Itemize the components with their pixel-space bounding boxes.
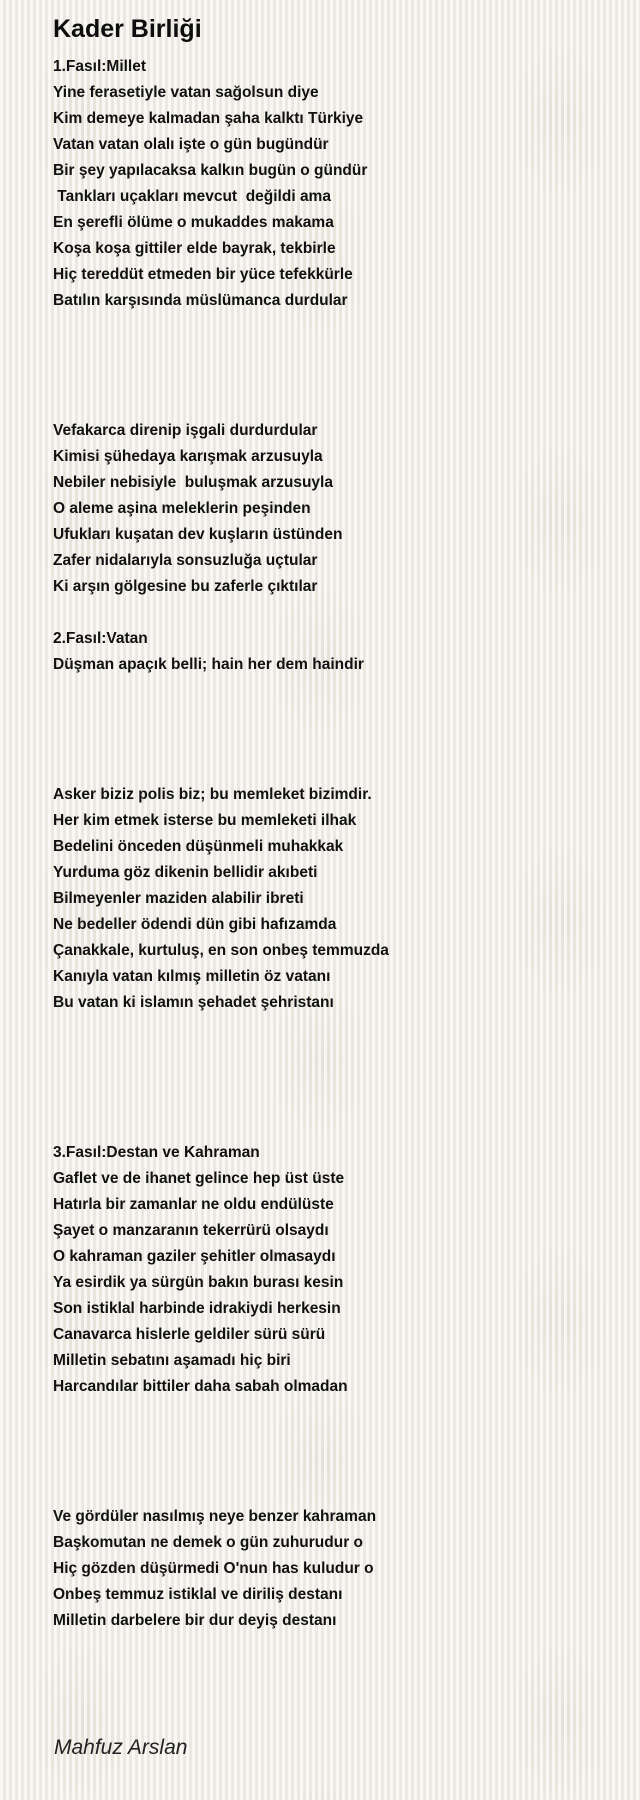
- poem-line: Bilmeyenler maziden alabilir ibreti: [53, 890, 304, 907]
- stanza-4: [53, 782, 613, 1016]
- poem-line: Asker biziz polis biz; bu memleket bizimdir.: [53, 786, 372, 803]
- poem-line: Her kim etmek isterse bu memleketi ilhak: [53, 812, 357, 829]
- poem-line: Zafer nidalarıyla sonsuzluğa uçtular: [53, 552, 318, 569]
- stanza-3: [53, 626, 613, 678]
- poem-title: Kader Birliği: [53, 15, 202, 43]
- poem-line: Hiç gözden düşürmedi O'nun has kuludur o: [53, 1560, 374, 1577]
- author-name: Mahfuz Arslan: [54, 1736, 188, 1759]
- poem-line: Onbeş temmuz istiklal ve diriliş destanı: [53, 1586, 343, 1603]
- stanza-gap: [53, 678, 613, 782]
- poem-line: Koşa koşa gittiler elde bayrak, tekbirle: [53, 240, 336, 257]
- poem-line: Ne bedeller ödendi dün gibi hafızamda: [53, 916, 337, 933]
- section-heading: 3.Fasıl:Destan ve Kahraman: [53, 1144, 260, 1161]
- section-heading: 2.Fasıl:Vatan: [53, 630, 148, 647]
- poem-line: Yurduma göz dikenin bellidir akıbeti: [53, 864, 318, 881]
- poem-line: Başkomutan ne demek o gün zuhurudur o: [53, 1534, 364, 1551]
- poem-line: Bu vatan ki islamın şehadet şehristanı: [53, 994, 334, 1011]
- poem-line: Harcandılar bittiler daha sabah olmadan: [53, 1378, 348, 1395]
- poem-line: Yine ferasetiyle vatan sağolsun diye: [53, 84, 319, 101]
- stanza-gap: [53, 314, 613, 418]
- poem-line: Ve gördüler nasılmış neye benzer kahraman: [53, 1508, 377, 1525]
- poem-line: Bedelini önceden düşünmeli muhakkak: [53, 838, 344, 855]
- poem-line: Çanakkale, kurtuluş, en son onbeş temmuzda: [53, 942, 389, 959]
- poem-line: En şerefli ölüme o mukaddes makama: [53, 214, 334, 231]
- poem-page: [53, 0, 613, 1634]
- poem-line: Düşman apaçık belli; hain her dem haindir: [53, 656, 364, 673]
- poem-line: Ufukları kuşatan dev kuşların üstünden: [53, 526, 343, 543]
- stanza-6: [53, 1504, 613, 1634]
- stanza-gap: [53, 600, 613, 626]
- poem-line: O kahraman gaziler şehitler olmasaydı: [53, 1248, 336, 1265]
- stanza-gap: [53, 1400, 613, 1504]
- stanza-gap: [53, 1016, 613, 1140]
- section-heading: 1.Fasıl:Millet: [53, 58, 147, 75]
- stanza-1: [53, 54, 613, 314]
- poem-line: Canavarca hislerle geldiler sürü sürü: [53, 1326, 326, 1343]
- poem-line: Milletin sebatını aşamadı hiç biri: [53, 1352, 291, 1369]
- poem-line: Kimisi şühedaya karışmak arzusuyla: [53, 448, 323, 465]
- poem-line: Batılın karşısında müslümanca durdular: [53, 292, 348, 309]
- poem-line: Ya esirdik ya sürgün bakın burası kesin: [53, 1274, 344, 1291]
- poem-line: Kanıyla vatan kılmış milletin öz vatanı: [53, 968, 331, 985]
- poem-line: Bir şey yapılacaksa kalkın bugün o gündür: [53, 162, 368, 179]
- poem-body: [53, 54, 613, 1634]
- poem-line: Ki arşın gölgesine bu zaferle çıktılar: [53, 578, 318, 595]
- poem-line: O aleme aşina meleklerin peşinden: [53, 500, 311, 517]
- poem-line: Milletin darbelere bir dur deyiş destanı: [53, 1612, 337, 1629]
- stanza-2: [53, 418, 613, 600]
- poem-line: Şayet o manzaranın tekerrürü olsaydı: [53, 1222, 329, 1239]
- poem-line: Hatırla bir zamanlar ne oldu endülüste: [53, 1196, 334, 1213]
- stanza-5: [53, 1140, 613, 1400]
- poem-line: Nebiler nebisiyle buluşmak arzusuyla: [53, 474, 333, 491]
- poem-line: Vatan vatan olalı işte o gün bugündür: [53, 136, 329, 153]
- poem-line: Hiç tereddüt etmeden bir yüce tefekkürle: [53, 266, 353, 283]
- poem-line: Kim demeye kalmadan şaha kalktı Türkiye: [53, 110, 364, 127]
- poem-line: Vefakarca direnip işgali durdurdular: [53, 422, 318, 439]
- poem-line: Son istiklal harbinde idrakiydi herkesin: [53, 1300, 341, 1317]
- poem-line: Gaflet ve de ihanet gelince hep üst üste: [53, 1170, 345, 1187]
- poem-line: Tankları uçakları mevcut değildi ama: [53, 188, 331, 205]
